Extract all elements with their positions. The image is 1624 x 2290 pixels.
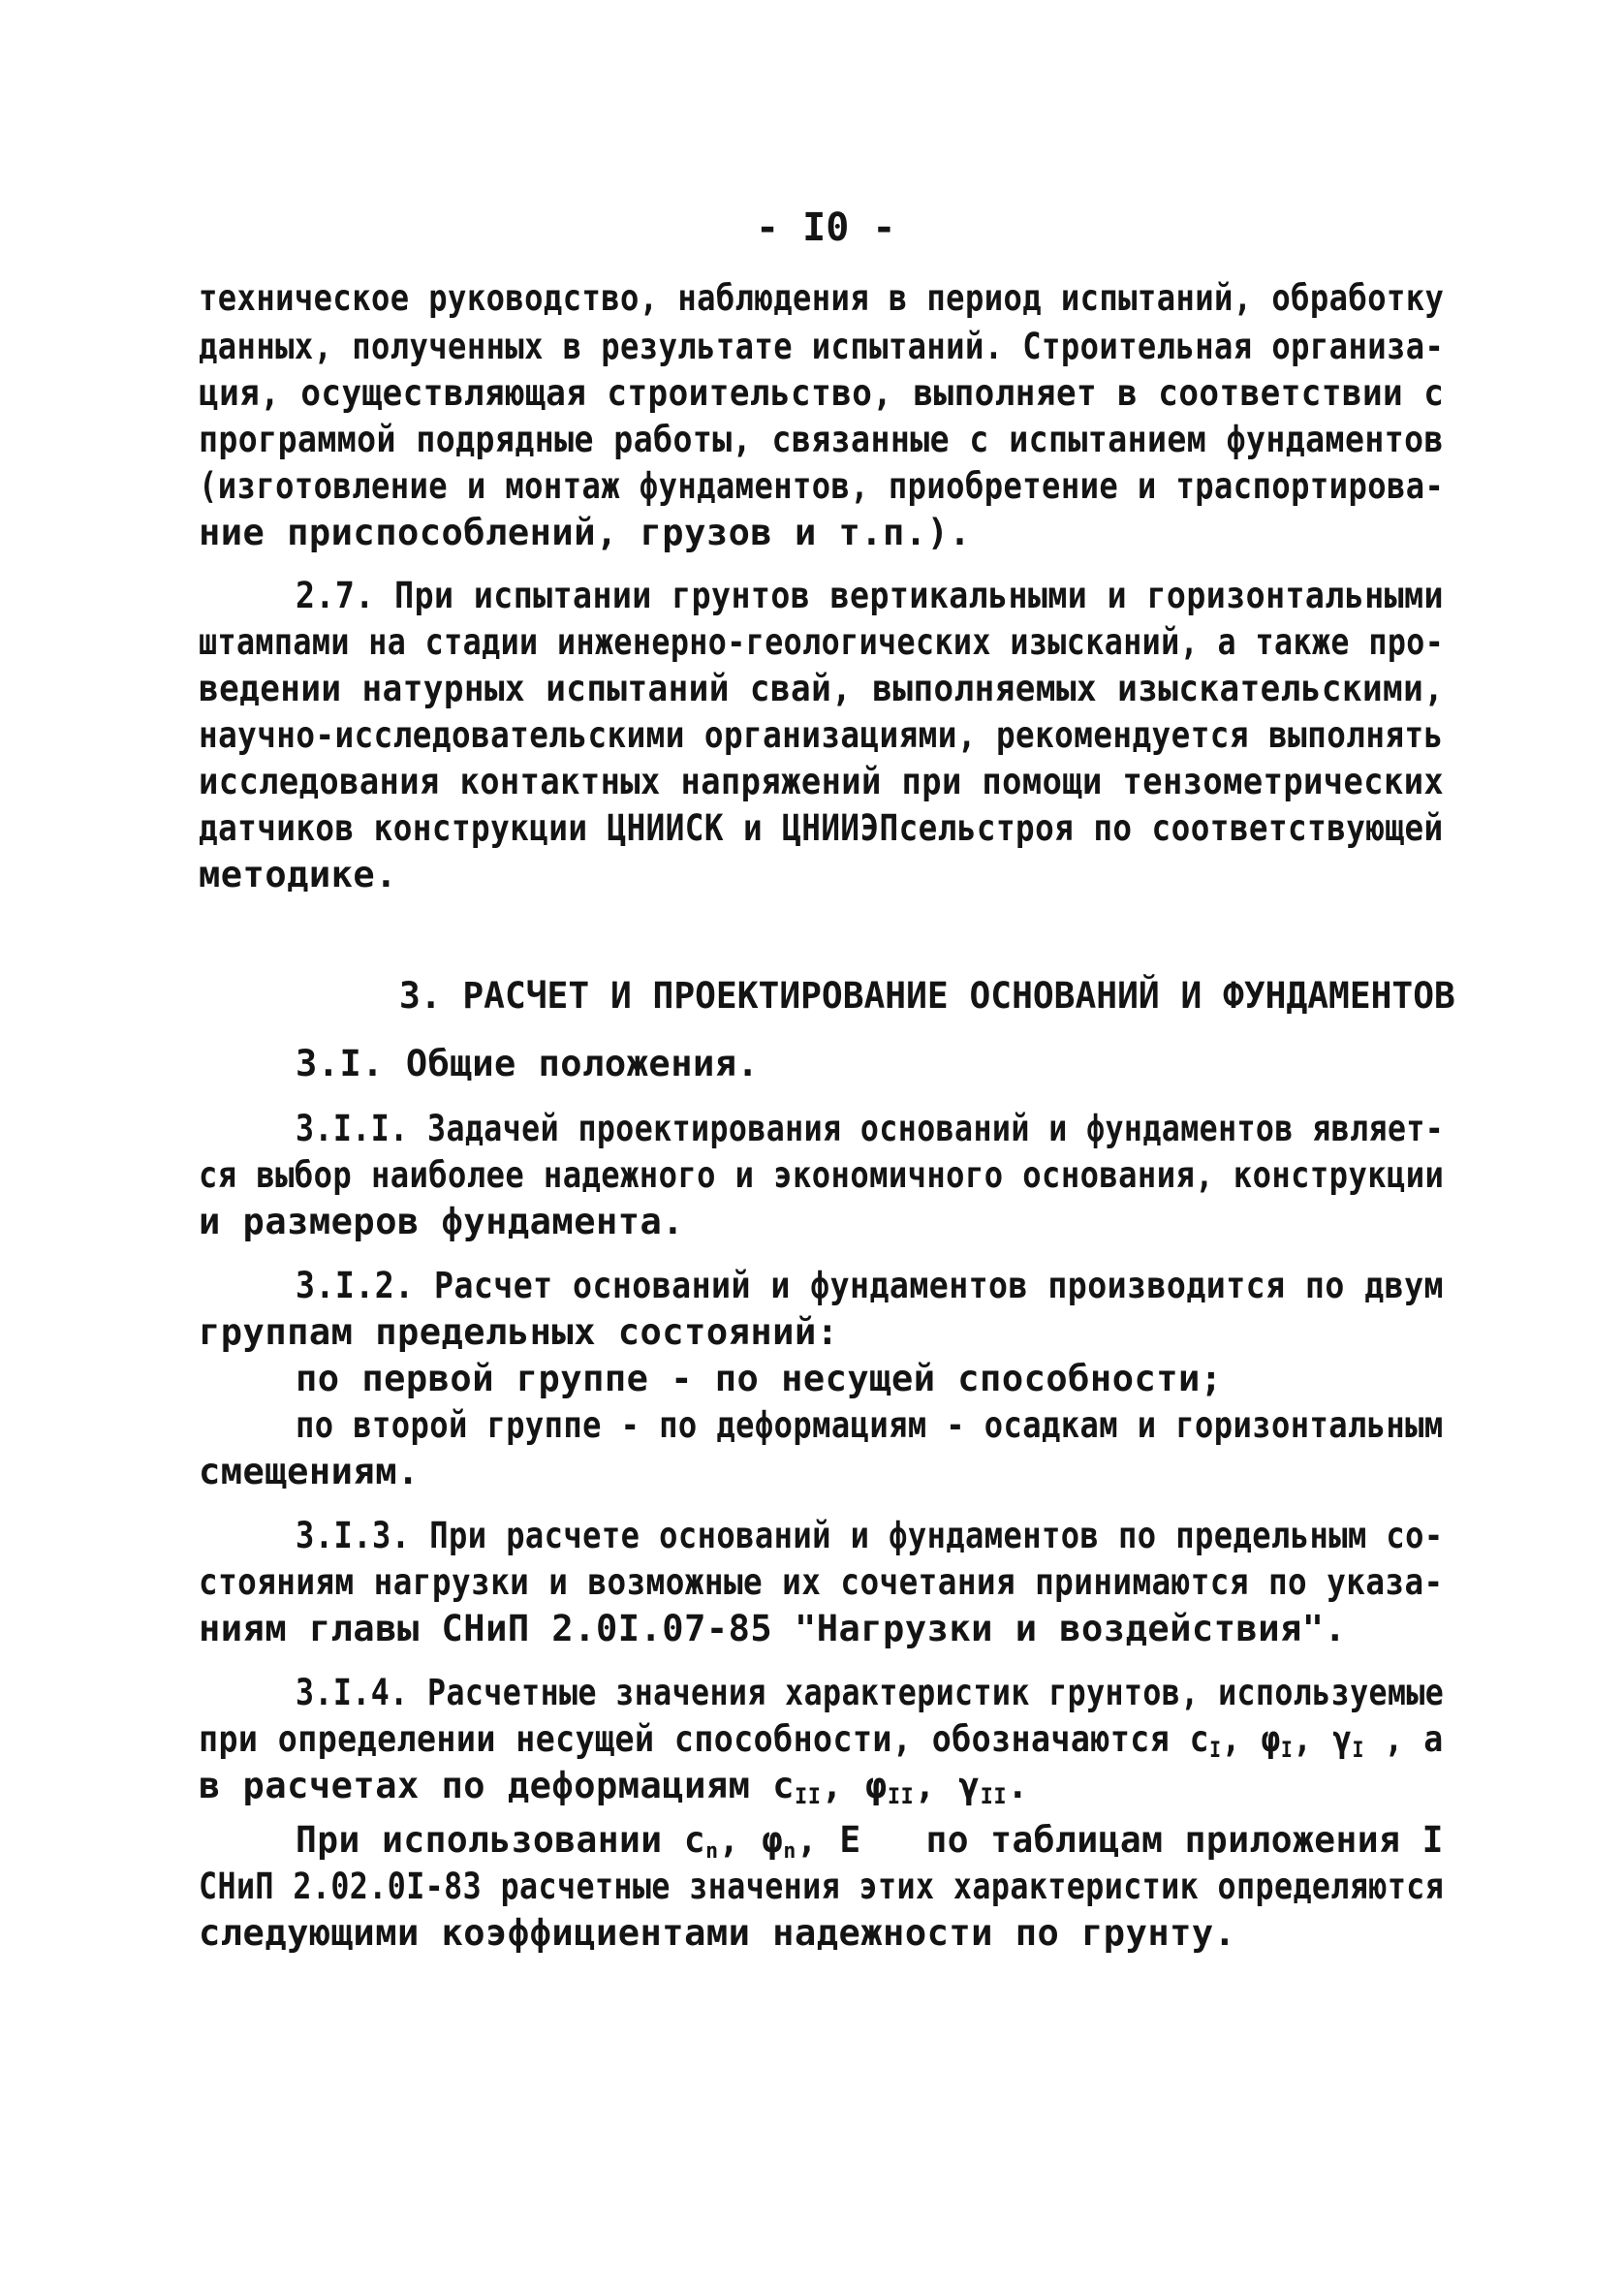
paragraph-2-7-line: штампами на стадии инженерно-геологических изысканий, а также про- [199,621,1445,663]
paragraph-3-1-2-line: по второй группе - по деформациям - осадкам и горизонтальным [296,1404,1444,1446]
subscript: I [1209,1739,1222,1763]
symbol-phi: φ [865,1765,888,1806]
paragraph-2-7-line: методике. [199,854,397,895]
subscript: II [887,1785,915,1809]
subscript: I [1280,1739,1294,1763]
paragraph-2-7-line: исследования контактных напряжений при помощи тензометрических [199,761,1445,802]
subscript: I [1352,1739,1364,1763]
symbol-gamma: γ [957,1765,981,1806]
subscript: n [783,1839,796,1864]
paragraph-3-1-3-line: стояниям нагрузки и возможные их сочетания принимаются по указа- [199,1561,1444,1603]
symbol-phi: φ [1261,1718,1281,1760]
formula-text: при определении несущей способности, обозначаются [199,1718,1171,1760]
subsection-title: 3.I. Общие положения. [296,1043,760,1084]
paragraph-3-1-4-line: СНиП 2.02.0I-83 расчетные значения этих характеристик определяются [199,1866,1445,1907]
paragraph-3-1-3-line: 3.I.3. При расчете оснований и фундаментов по предельным со- [296,1515,1444,1556]
paragraph-3-1-4-line: следующими коэффициентами надежности по грунту. [199,1912,1236,1954]
formula-text: по таблицам приложения I [925,1819,1444,1861]
symbol-E: E [839,1819,861,1861]
paragraph-3-1-1-line: 3.I.I. Задачей проектирования оснований и фундаментов являет- [296,1108,1445,1149]
text-line: ция, осуществляющая строительство, выполняет в соответствии с [199,372,1445,414]
formula-text: , а [1384,1718,1444,1760]
page-number: - I0 - [756,205,896,250]
paragraph-3-1-2-line: по первой группе - по несущей способности; [296,1358,1223,1399]
subscript: II [794,1785,822,1809]
text-line: техническое руководство, наблюдения в период испытаний, обработку [199,277,1445,319]
paragraph-2-7-line: 2.7. При испытании грунтов вертикальными и горизонтальными [296,575,1444,616]
symbol-phi: φ [762,1819,784,1861]
text-line: ние приспособлений, грузов и т.п.). [199,512,972,553]
subscript: II [980,1785,1008,1809]
text-line: программой подрядные работы, связанные с испытанием фундаментов [199,419,1444,460]
text-line: данных, полученных в результате испытаний. Строительная организа- [199,326,1445,367]
paragraph-3-1-4-line: При использовании $c_n$, $\varphi_n$, E по таблицам приложения I [296,1819,1444,1864]
paragraph-3-1-2-line: 3.I.2. Расчет оснований и фундаментов производится по двум [296,1265,1444,1306]
subscript: n [705,1839,719,1864]
paragraph-3-1-4-line: при определении несущей способности, обозначаются $c_I$, $\varphi_I$, $\gamma_I$ , а [199,1718,1444,1763]
section-heading: 3. РАСЧЕТ И ПРОЕКТИРОВАНИЕ ОСНОВАНИЙ И ФУНДАМЕНТОВ [398,975,1455,1017]
paragraph-2-7-line: датчиков конструкции ЦНИИСК и ЦНИИЭПсельстроя по соответствующей [199,807,1444,849]
formula-text: в расчетах по деформациям [199,1765,751,1806]
formula-text: При использовании [296,1819,663,1861]
paragraph-3-1-1-line: и размеров фундамента. [199,1201,685,1242]
symbol-gamma: γ [1332,1718,1353,1760]
symbol-c: c [683,1819,706,1861]
paragraph-2-7-line: ведении натурных испытаний свай, выполняемых изыскательскими, [199,668,1445,709]
paragraph-3-1-2-line: группам предельных состояний: [199,1311,839,1353]
paragraph-3-1-2-line: смещениям. [199,1451,420,1492]
paragraph-3-1-3-line: ниям главы СНиП 2.0I.07-85 "Нагрузки и воздействия". [199,1608,1347,1649]
text-line: (изготовление и монтаж фундаментов, приобретение и траспортирова- [199,465,1445,507]
paragraph-2-7-line: научно-исследовательскими организациями, рекомендуется выполнять [199,714,1444,756]
paragraph-3-1-1-line: ся выбор наиболее надежного и экономичного основания, конструкции [199,1154,1445,1196]
symbol-c: c [772,1765,795,1806]
symbol-c: c [1189,1718,1210,1760]
paragraph-3-1-4-line: в расчетах по деформациям $c_{II}$, $\varphi_{II}$, $\gamma_{II}$. [199,1765,1029,1809]
paragraph-3-1-4-line: 3.I.4. Расчетные значения характеристик грунтов, используемые [296,1672,1445,1713]
